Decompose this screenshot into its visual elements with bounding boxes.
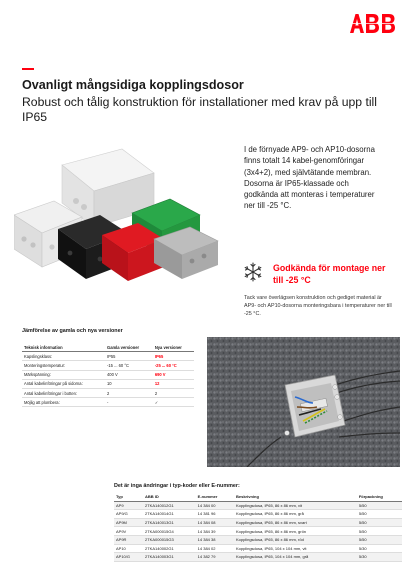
table-cell: Möjlig att plombera: [22,398,105,407]
table-row [114,544,402,553]
column-header: Nya versioner [153,343,194,352]
table-cell: 5/50 [357,510,402,519]
table-cell: -25 ... 60 °C [153,361,194,370]
table-cell: 690 V [153,370,194,379]
table-cell: 5/50 [357,535,402,544]
table-cell: 2TKA140014G1 [143,510,196,519]
table-cell: 14 384 08 [196,518,234,527]
table-cell: 14 381 96 [196,510,234,519]
table-cell: Märkspänning: [22,370,105,379]
approved-heading: Godkända för montage ner till -25 °C [273,263,386,285]
column-header: Gamla versioner [105,343,153,352]
table-cell: Monteringstemperatur: [22,361,105,370]
table-cell: IP65 [153,352,194,361]
column-header: Typ [114,493,143,501]
table-cell: AP9 [114,501,143,510]
table-cell: 400 V [105,370,153,379]
comparison-heading: Jämförelse av gamla och nya versioner [22,328,123,334]
table-row [114,527,402,536]
table-cell: 2TKA000015G4 [143,527,196,536]
table-cell: 2TKA140013G1 [143,518,196,527]
table-cell: 2 [105,388,153,397]
column-header: E-nummer [196,493,234,501]
table-row [22,361,194,370]
table-header-row [114,493,402,501]
table-cell: 5/50 [357,501,402,510]
table-cell: - [105,398,153,407]
table-cell: Kopplingsdosa, IP65, 86 x 86 mm, svart [234,518,357,527]
abb-logo [350,14,396,33]
table-cell: 10 [105,379,153,388]
table-cell: 14 384 39 [196,527,234,536]
table-cell: Kapslingsklass: [22,352,105,361]
table-row [22,398,194,407]
table-cell: 12 [153,379,194,388]
table-row [114,553,402,562]
page-title: Ovanligt mångsidiga kopplingsdosor [22,78,244,92]
table-cell: 14 384 38 [196,535,234,544]
table-cell: -15 ... 60 °C [105,361,153,370]
table-cell: AP9V [114,527,143,536]
column-header: ABB ID [143,493,196,501]
table-cell: 14 384 02 [196,544,234,553]
table-cell: Kopplingsdosa, IP65, 86 x 86 mm, röd [234,535,357,544]
table-cell: 2 [153,388,194,397]
table-row [114,535,402,544]
table-cell: 2TKA140003G1 [143,553,196,562]
table-row [22,352,194,361]
intro-text: I de förnyade AP9- och AP10-dosorna finns totalt 14 kabel-genomföringar (3x4+2), med självtätande membran. Dosorna är IP65-klassade och godkända att monteras i temperaturer ner till -25 °C. [244,145,375,211]
codes-table [114,493,402,562]
column-header: Teknisk information [22,343,105,352]
table-row [114,501,402,510]
table-row [114,518,402,527]
table-cell: 2TKA140002G1 [143,544,196,553]
checkmark-cell: ✓ [153,398,194,407]
table-cell: Kopplingsdosa, IP65, 86 x 86 mm, grå [234,510,357,519]
page-subtitle: Robust och tålig konstruktion för installationer med krav på upp till IP65 [22,95,377,124]
snowflake-icon [243,262,263,282]
table-header-row [22,343,194,352]
table-row [22,379,194,388]
table-cell: 14 382 79 [196,553,234,562]
table-cell: AP10 [114,544,143,553]
table-cell: AP10/G [114,553,143,562]
comparison-table [22,343,194,407]
table-cell: Antal kabelinföringar på sidorna: [22,379,105,388]
table-cell: Kopplingsdosa, IP65, 86 x 86 mm, grön [234,527,357,536]
column-header: Förpackning [357,493,402,501]
table-cell: Antal kabelinföringar i botten: [22,388,105,397]
table-row [22,388,194,397]
codes-heading: Det är inga ändringar i typ-koder eller E-nummer: [114,483,240,489]
accent-bar [22,68,34,70]
table-cell: 5/50 [357,527,402,536]
approved-text: Tack vare överlägsen konstruktion och gediget material är AP9- och AP10-dosorna monteringsbara i temperaturer ner till -25 °C. [244,295,392,317]
table-cell: AP9M [114,518,143,527]
table-cell: 14 384 00 [196,501,234,510]
column-header: Beskrivning [234,493,357,501]
table-cell: IP55 [105,352,153,361]
table-cell: 2TKA140012G1 [143,501,196,510]
table-cell: Kopplingsdosa, IP65, 104 x 104 mm, grå [234,553,357,562]
product-photo [14,143,220,285]
table-cell: Kopplingsdosa, IP65, 86 x 86 mm, vit [234,501,357,510]
installation-photo [207,337,400,467]
table-row [22,370,194,379]
table-row [114,510,402,519]
table-cell: AP9/G [114,510,143,519]
table-cell: 5/30 [357,544,402,553]
table-cell: 2TKA000015G3 [143,535,196,544]
table-cell: 5/50 [357,518,402,527]
table-cell: 5/30 [357,553,402,562]
table-cell: Kopplingsdosa, IP65, 104 x 104 mm, vit [234,544,357,553]
table-cell: AP9R [114,535,143,544]
